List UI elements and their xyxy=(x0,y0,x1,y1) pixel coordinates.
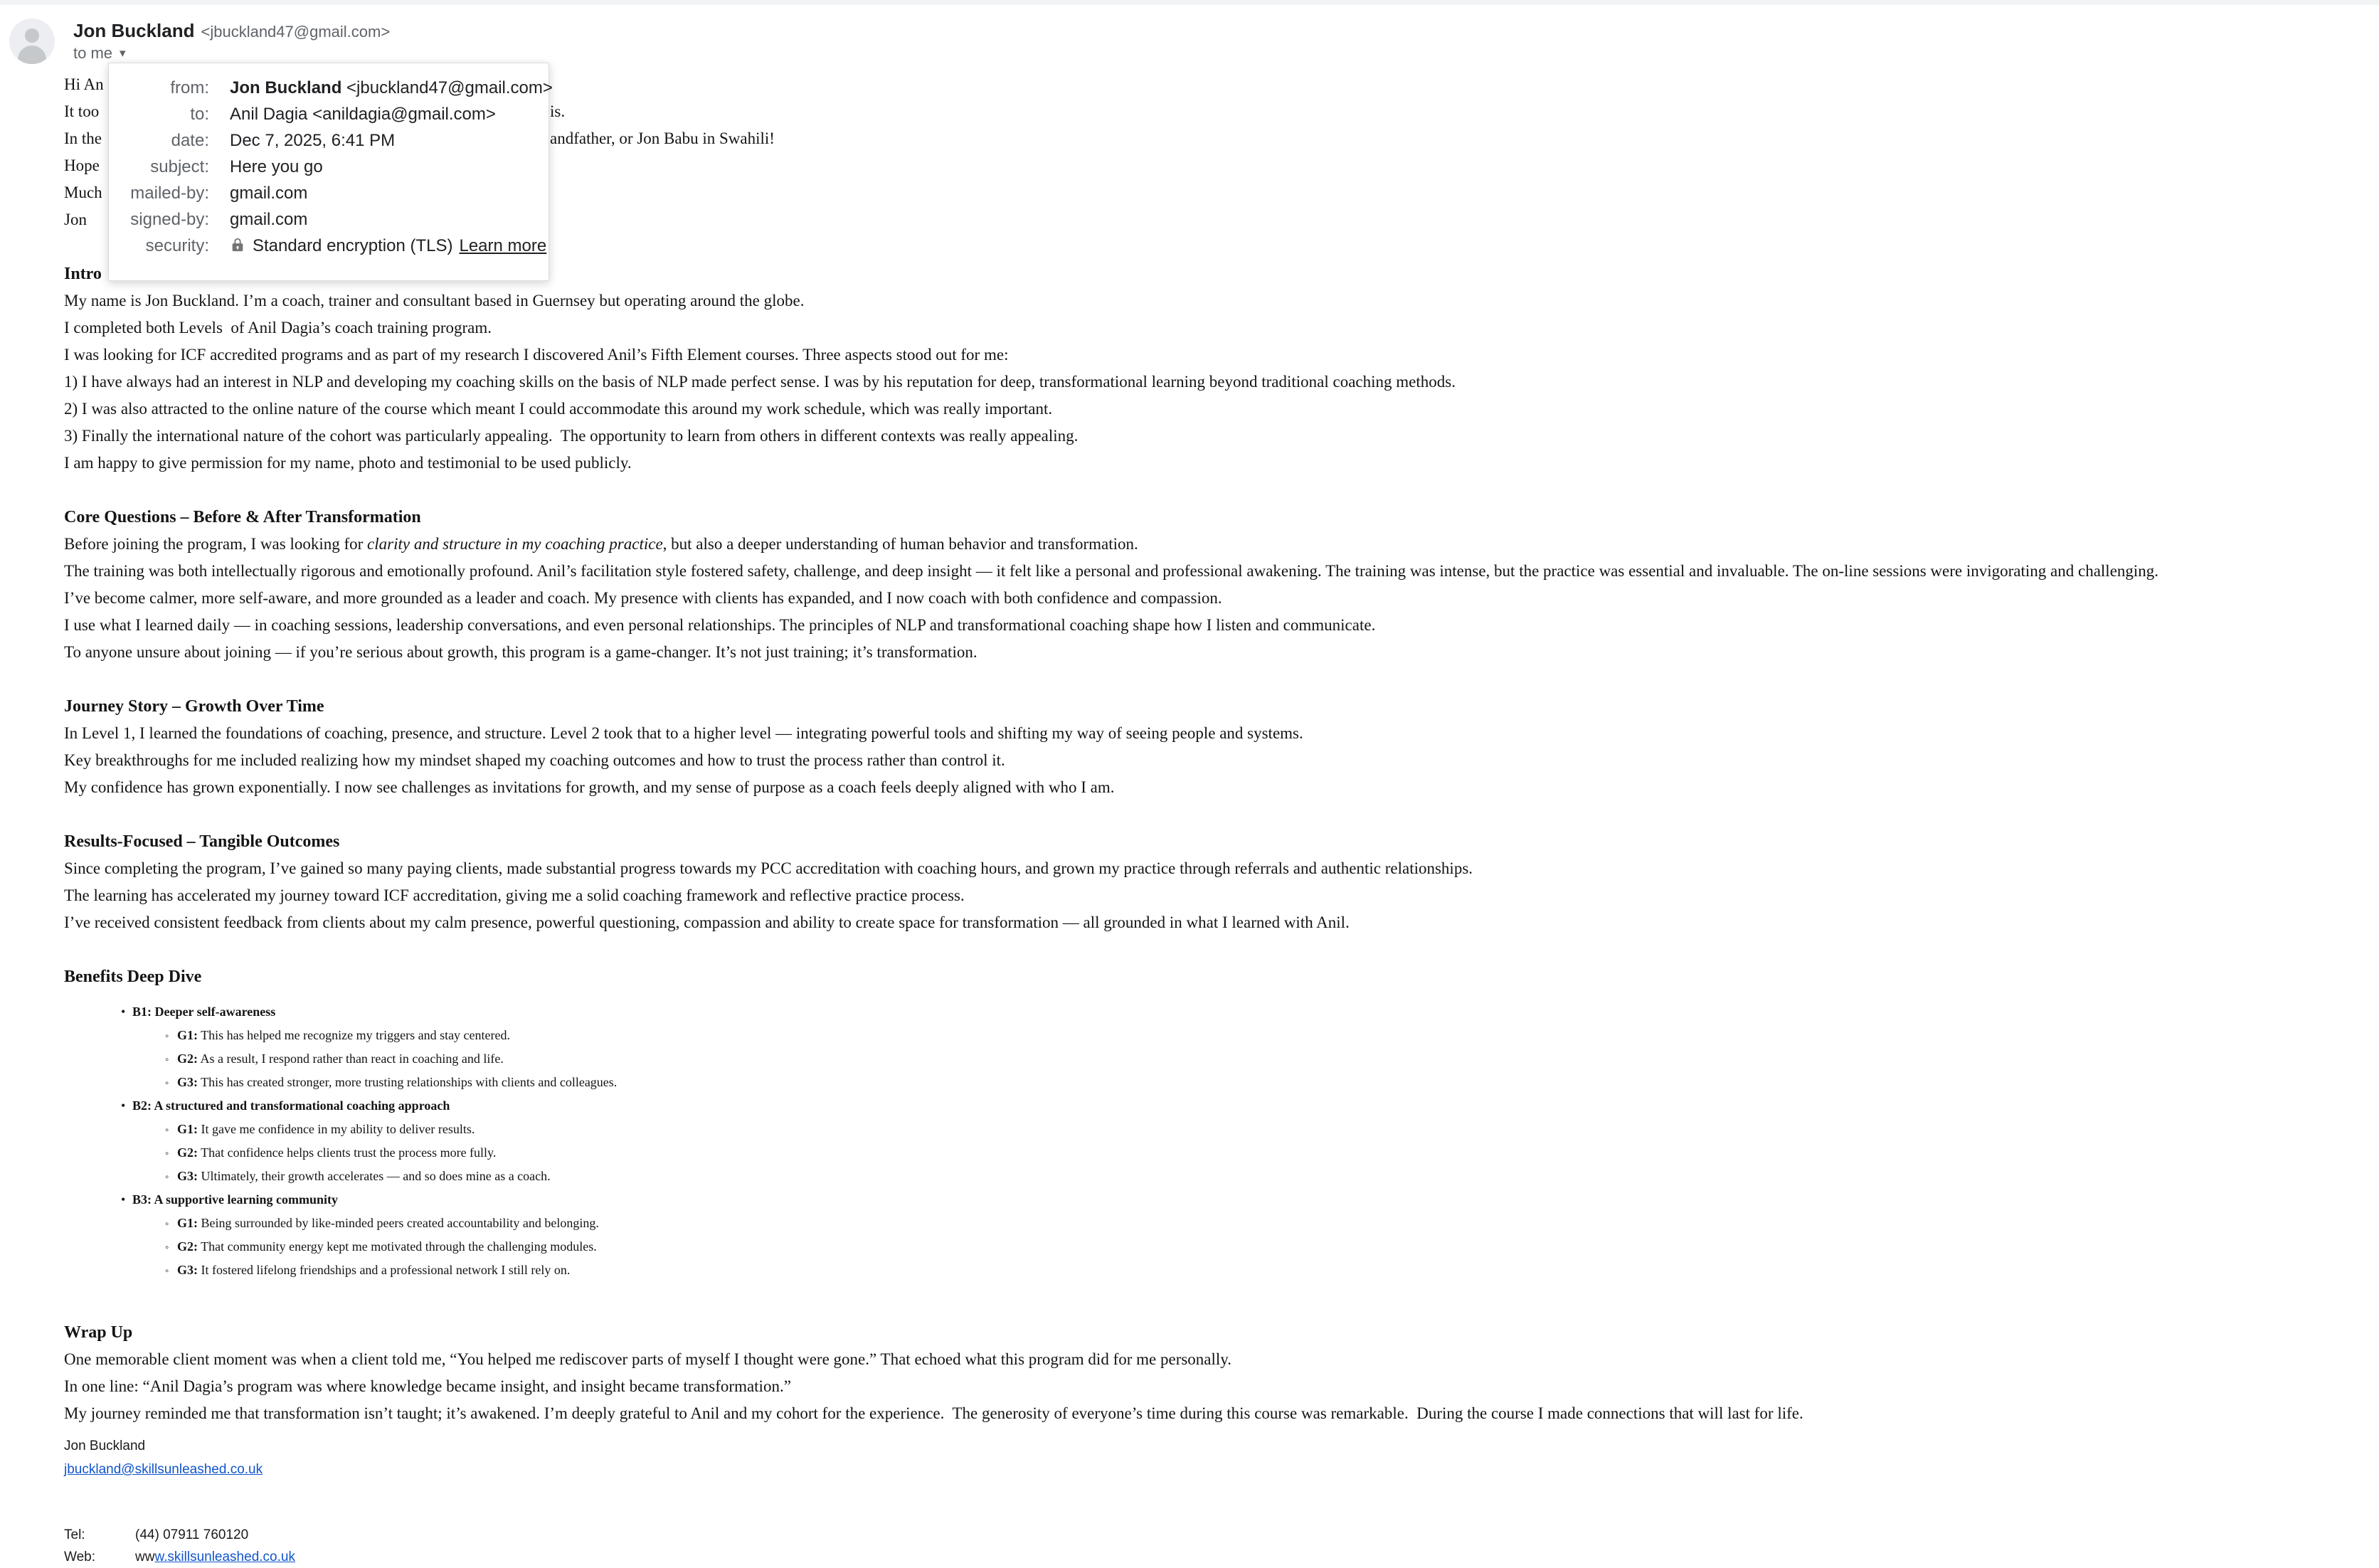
section-heading: Benefits Deep Dive xyxy=(64,968,202,986)
detail-text: Here you go xyxy=(230,157,323,176)
tel-value: (44) 07911 760120 xyxy=(135,1527,249,1542)
body-line: I’ve become calmer, more self-aware, and more grounded as a leader and coach. My presence with clients has expanded, and I now coach with both confidence and compassion. xyxy=(64,589,1222,607)
detail-text: gmail.com xyxy=(230,210,308,229)
subitem-label: G2: xyxy=(177,1239,198,1254)
greeting-fragment-left: Jon xyxy=(64,211,87,228)
subitem-label: G2: xyxy=(177,1145,198,1160)
benefit-subitem: ◦ G1: This has helped me recognize my triggers and stay centered. xyxy=(64,1024,2379,1047)
benefit-subitem: ◦ G2: That confidence helps clients trust the process more fully. xyxy=(64,1141,2379,1165)
section-heading: Intro xyxy=(64,265,102,283)
body-line: I am happy to give permission for my name, photo and testimonial to be used publicly. xyxy=(64,454,632,472)
detail-value xyxy=(230,180,307,206)
spacer xyxy=(64,1292,2379,1319)
avatar-person-icon xyxy=(18,46,46,64)
detail-label: subject: xyxy=(150,157,209,176)
message-details-popup xyxy=(108,63,553,281)
bullet-icon: • xyxy=(121,1005,126,1019)
benefit-subitem: ◦ G3: It fostered lifelong friendships and a professional network I still rely on. xyxy=(64,1259,2379,1282)
circle-bullet-icon: ◦ xyxy=(165,1172,169,1183)
benefit-subitem: ◦ G3: This has created stronger, more trusting relationships with clients and colleagues. xyxy=(64,1071,2379,1094)
web-prefix: ww xyxy=(135,1550,155,1564)
avatar-person-icon xyxy=(25,28,39,43)
body-line: The training was both intellectually rigorous and emotionally profound. Anil’s facilitation style fostered safety, challenge, and deep insight — it felt like a personal and professional awakening. The training was intense, but the practice was essential and invaluable. The on-line sessions were invigorating and challenging. xyxy=(64,562,2159,580)
lock-icon xyxy=(230,235,245,252)
sender-line xyxy=(73,20,390,42)
signature-block xyxy=(64,1434,2379,1568)
detail-value xyxy=(230,206,307,233)
sender-email: <jbuckland47@gmail.com> xyxy=(201,23,391,41)
circle-bullet-icon: ◦ xyxy=(165,1148,169,1160)
subitem-label: G1: xyxy=(177,1122,198,1136)
tel-label: Tel: xyxy=(64,1527,85,1542)
body-line: I’ve received consistent feedback from clients about my calm presence, powerful questioning, compassion and ability to create space for transformation — all grounded in what I learned with Anil. xyxy=(64,913,1350,931)
details-rows xyxy=(109,75,553,259)
benefit-item: • B1: Deeper self-awareness xyxy=(64,1000,2379,1024)
detail-row xyxy=(109,154,549,180)
benefit-subitem: ◦ G2: That community energy kept me motivated through the challenging modules. xyxy=(64,1235,2379,1259)
greeting-fragment-left: Hope xyxy=(64,157,100,174)
circle-bullet-icon: ◦ xyxy=(165,1031,169,1042)
body-line: I completed both Levels of Anil Dagia’s coach training program. xyxy=(64,319,492,337)
greeting-fragment-left: In the xyxy=(64,129,102,147)
body-line: The learning has accelerated my journey toward ICF accreditation, giving me a solid coaching framework and reflective practice process. xyxy=(64,886,965,904)
section-heading: Wrap Up xyxy=(64,1323,133,1342)
greeting-fragment-left: It too xyxy=(64,102,100,120)
detail-label: mailed-by: xyxy=(130,184,209,203)
subitem-label: G1: xyxy=(177,1216,198,1230)
bullet-icon: • xyxy=(121,1192,126,1207)
chevron-down-icon: ▾ xyxy=(120,46,126,60)
section-heading: Journey Story – Growth Over Time xyxy=(64,697,324,716)
email-body xyxy=(64,71,2379,1568)
body-line: 3) Finally the international nature of the cohort was particularly appealing. The opportunity to learn from others in different contexts was really appealing. xyxy=(64,427,1079,445)
section-heading: Core Questions – Before & After Transformation xyxy=(64,508,421,526)
learn-more-link[interactable]: Learn more xyxy=(459,236,547,255)
detail-label: from: xyxy=(170,78,209,97)
detail-row xyxy=(109,75,553,101)
bullet-icon: • xyxy=(121,1098,126,1113)
spacer xyxy=(64,1503,2379,1524)
detail-value xyxy=(230,154,323,180)
benefit-item: • B3: A supportive learning community xyxy=(64,1188,2379,1212)
detail-label: signed-by: xyxy=(130,210,209,229)
body-line: My confidence has grown exponentially. I now see challenges as invitations for growth, and my sense of purpose as a coach feels deeply aligned with who I am. xyxy=(64,778,1115,796)
signature-web-link[interactable]: w.skillsunleashed.co.uk xyxy=(154,1550,295,1564)
body-line: To anyone unsure about joining — if you’re serious about growth, this program is a game-changer. It’s not just training; it’s transformation. xyxy=(64,643,977,661)
detail-row xyxy=(109,206,549,233)
subitem-label: G1: xyxy=(177,1028,198,1042)
circle-bullet-icon: ◦ xyxy=(165,1054,169,1066)
body-line: In Level 1, I learned the foundations of coaching, presence, and structure. Level 2 took that to a higher level — integrating powerful tools and shifting my way of seeing people and systems. xyxy=(64,724,1303,742)
detail-text: Anil Dagia <anildagia@gmail.com> xyxy=(230,105,496,124)
detail-text: gmail.com xyxy=(230,184,308,203)
body-line: I was looking for ICF accredited programs and as part of my research I discovered Anil’s Fifth Element courses. Three aspects stood out for me: xyxy=(64,346,1009,364)
signature-email-link[interactable]: jbuckland@skillsunleashed.co.uk xyxy=(64,1462,263,1477)
body-line xyxy=(64,531,2379,558)
signature-name: Jon Buckland xyxy=(64,1439,146,1453)
to-me-label: to me xyxy=(73,44,113,62)
benefit-subitem: ◦ G2: As a result, I respond rather than react in coaching and life. xyxy=(64,1047,2379,1071)
spacer xyxy=(64,801,2379,828)
toolbar-divider xyxy=(0,0,2379,5)
detail-text: Dec 7, 2025, 6:41 PM xyxy=(230,131,396,150)
detail-value xyxy=(230,75,553,101)
benefit-subitem: ◦ G1: It gave me confidence in my ability to deliver results. xyxy=(64,1118,2379,1141)
body-line: Key breakthroughs for me included realizing how my mindset shaped my coaching outcomes and how to trust the process rather than control it. xyxy=(64,751,1005,769)
greeting-fragment-left: Much xyxy=(64,184,102,201)
detail-sender-bold: Jon Buckland xyxy=(230,78,342,97)
greeting-fragment-right: is. xyxy=(550,102,566,120)
body-line: My name is Jon Buckland. I’m a coach, trainer and consultant based in Guernsey but operating around the globe. xyxy=(64,292,805,309)
detail-label: security: xyxy=(145,236,209,255)
body-line: Since completing the program, I’ve gained so many paying clients, made substantial progress towards my PCC accreditation with coaching hours, and grown my practice through referrals and authentic relationships. xyxy=(64,859,1473,877)
circle-bullet-icon: ◦ xyxy=(165,1266,169,1277)
web-value xyxy=(135,1546,295,1568)
spacer xyxy=(64,936,2379,963)
benefit-subitem: ◦ G3: Ultimately, their growth accelerates — and so does mine as a coach. xyxy=(64,1165,2379,1188)
section-heading: Results-Focused – Tangible Outcomes xyxy=(64,832,340,851)
benefits-list xyxy=(64,1000,2379,1282)
body-line: My journey reminded me that transformation isn’t taught; it’s awakened. I’m deeply grateful to Anil and my cohort for the experience. The generosity of everyone’s time during this course was remarkable. During the course I made connections that will last for life. xyxy=(64,1404,1803,1422)
text-run: Before joining the program, I was looking for xyxy=(64,535,368,553)
detail-value xyxy=(230,233,546,259)
benefit-item: • B2: A structured and transformational coaching approach xyxy=(64,1094,2379,1118)
body-line: I use what I learned daily — in coaching sessions, leadership conversations, and even personal relationships. The principles of NLP and transformational coaching shape how I listen and communicate. xyxy=(64,616,1376,634)
circle-bullet-icon: ◦ xyxy=(165,1242,169,1254)
body-line: 1) I have always had an interest in NLP and developing my coaching skills on the basis of NLP made perfect sense. I was by his reputation for deep, transformational learning beyond traditional coaching methods. xyxy=(64,373,1456,391)
detail-text: <jbuckland47@gmail.com> xyxy=(341,78,553,97)
sender-avatar[interactable] xyxy=(9,18,55,64)
greeting-fragment-left: Hi An xyxy=(64,75,104,93)
circle-bullet-icon: ◦ xyxy=(165,1219,169,1230)
detail-row xyxy=(109,233,549,259)
italic-phrase: clarity and structure in my coaching practice xyxy=(367,535,663,553)
spacer xyxy=(64,1481,2379,1503)
detail-row xyxy=(109,127,549,154)
sender-name: Jon Buckland xyxy=(73,20,195,41)
circle-bullet-icon: ◦ xyxy=(165,1078,169,1089)
detail-value xyxy=(230,127,395,154)
body-line: One memorable client moment was when a client told me, “You helped me rediscover parts of myself I thought were gone.” That echoed what this program did for me personally. xyxy=(64,1350,1232,1368)
detail-text: Standard encryption (TLS) xyxy=(253,236,453,255)
detail-row xyxy=(109,180,549,206)
subitem-label: G3: xyxy=(177,1263,198,1277)
web-label: Web: xyxy=(64,1550,96,1564)
circle-bullet-icon: ◦ xyxy=(165,1125,169,1136)
subitem-label: G3: xyxy=(177,1169,198,1183)
to-me-dropdown[interactable] xyxy=(73,44,126,63)
body-line: In one line: “Anil Dagia’s program was where knowledge became insight, and insight became transformation.” xyxy=(64,1377,791,1395)
benefit-subitem: ◦ G1: Being surrounded by like-minded peers created accountability and belonging. xyxy=(64,1212,2379,1235)
text-run: , but also a deeper understanding of human behavior and transformation. xyxy=(662,535,1138,553)
spacer xyxy=(64,477,2379,504)
detail-row xyxy=(109,101,549,127)
detail-label: date: xyxy=(171,131,209,150)
spacer xyxy=(64,666,2379,693)
subitem-label: G3: xyxy=(177,1075,198,1089)
detail-label: to: xyxy=(190,105,209,124)
greeting-fragment-right: andfather, or Jon Babu in Swahili! xyxy=(550,129,775,147)
body-line: 2) I was also attracted to the online nature of the course which meant I could accommodate this around my work schedule, which was really important. xyxy=(64,400,1053,418)
detail-value xyxy=(230,101,496,127)
subitem-label: G2: xyxy=(177,1051,198,1066)
email-sections xyxy=(64,260,2379,1427)
